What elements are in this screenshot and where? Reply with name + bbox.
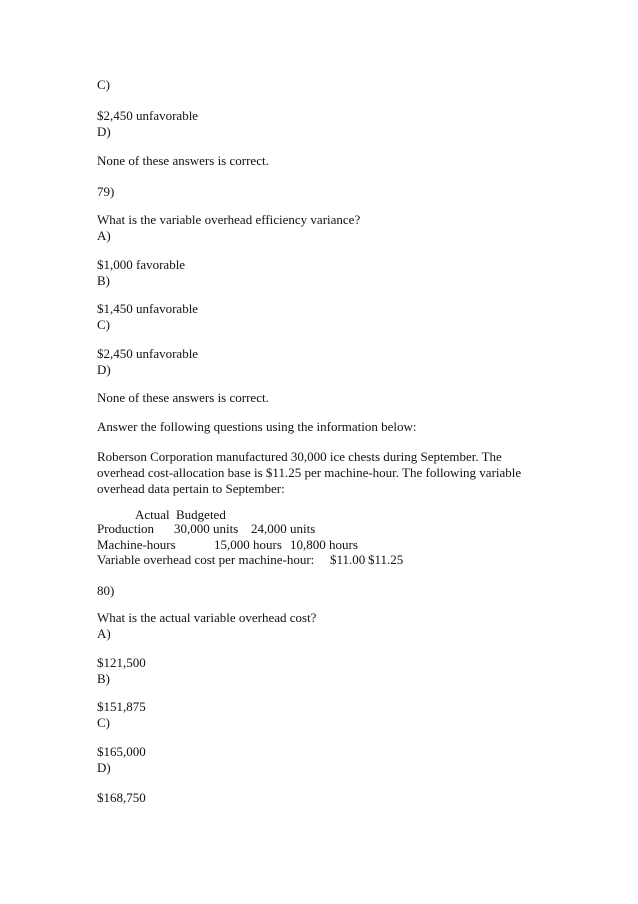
table-row-label: Machine-hours: [97, 537, 176, 552]
option-label-d: D): [97, 760, 111, 775]
table-header-actual: Actual: [135, 507, 170, 522]
question-number: 80): [97, 583, 115, 598]
table-row-label: Variable overhead cost per machine-hour:: [97, 552, 315, 567]
option-answer-b: $151,875: [97, 699, 146, 714]
option-label-a: A): [97, 626, 111, 641]
table-cell-budgeted: 24,000 units: [251, 521, 316, 536]
table-cell-actual: 30,000 units: [174, 521, 239, 536]
option-label-b: B): [97, 273, 110, 288]
option-label-c: C): [97, 317, 110, 332]
paragraph-line: overhead data pertain to September:: [97, 481, 285, 496]
option-label-d: D): [97, 124, 111, 139]
paragraph-line: overhead cost-allocation base is $11.25 per machine-hour. The following variable: [97, 465, 522, 480]
option-answer-c: $2,450 unfavorable: [97, 346, 199, 361]
option-label-a: A): [97, 228, 111, 243]
table-cell-budgeted: 10,800 hours: [290, 537, 358, 552]
option-answer-a: $1,000 favorable: [97, 257, 186, 272]
question-text: What is the actual variable overhead cost?: [97, 610, 317, 625]
option-label-d: D): [97, 362, 111, 377]
table-header-budgeted: Budgeted: [176, 507, 226, 522]
table-cell-actual: $11.00: [330, 552, 366, 567]
option-answer-d: None of these answers is correct.: [97, 153, 269, 168]
question-number: 79): [97, 184, 115, 199]
option-label-c: C): [97, 715, 110, 730]
option-answer-c: $2,450 unfavorable: [97, 108, 199, 123]
instruction-text: Answer the following questions using the information below:: [97, 419, 417, 434]
question-text: What is the variable overhead efficiency variance?: [97, 212, 361, 227]
option-label-b: B): [97, 671, 110, 686]
table-row-label: Production: [97, 521, 155, 536]
table-cell-budgeted: $11.25: [368, 552, 404, 567]
option-answer-b: $1,450 unfavorable: [97, 301, 199, 316]
option-answer-c: $165,000: [97, 744, 146, 759]
option-answer-d: $168,750: [97, 790, 146, 805]
paragraph-line: Roberson Corporation manufactured 30,000 ice chests during September. The: [97, 449, 502, 464]
table-cell-actual: 15,000 hours: [214, 537, 282, 552]
option-label-c: C): [97, 77, 110, 92]
option-answer-a: $121,500: [97, 655, 146, 670]
option-answer-d: None of these answers is correct.: [97, 390, 269, 405]
